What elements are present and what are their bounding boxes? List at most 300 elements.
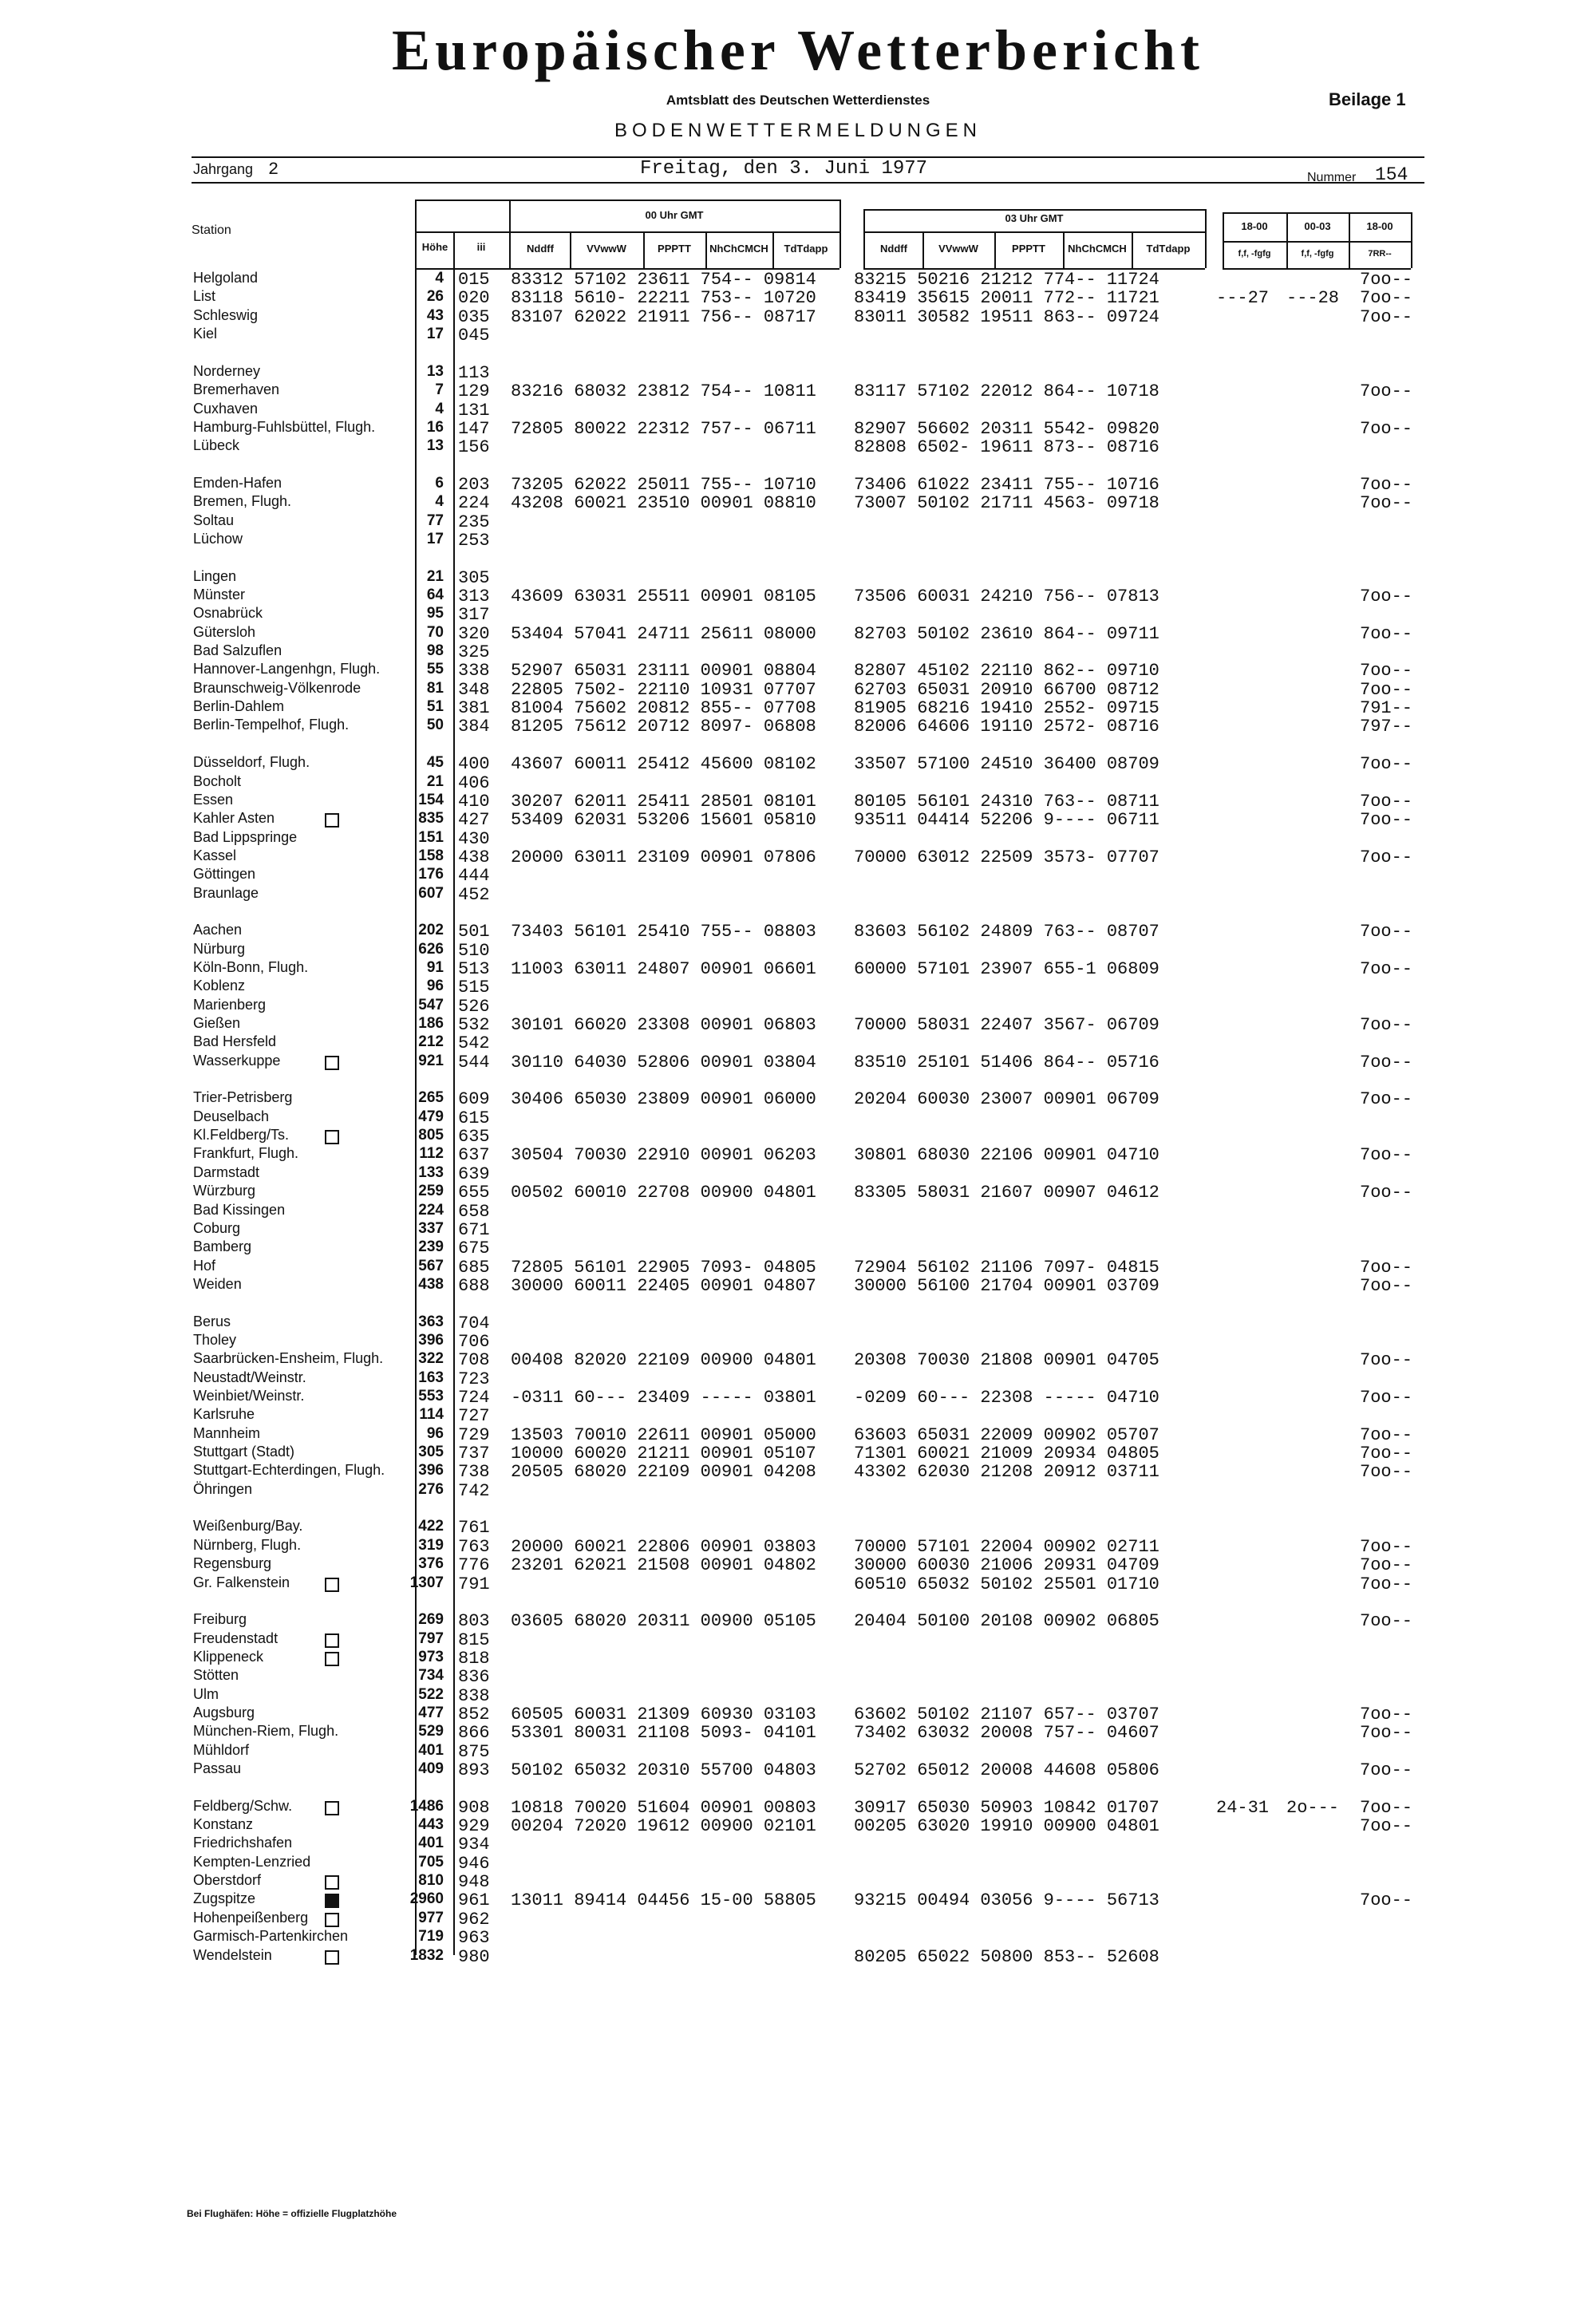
station-height: 547: [418, 996, 444, 1013]
station-height: 239: [418, 1238, 444, 1256]
station-id: 637: [458, 1145, 490, 1166]
station-height: 70: [426, 623, 444, 641]
precip-group: 7oo--: [1360, 474, 1413, 495]
obs-00-gmt: 72805 80022 22312 757-- 06711: [511, 418, 816, 439]
obs-00-gmt: 81004 75602 20812 855-- 07708: [511, 698, 816, 719]
station-id: 542: [458, 1033, 490, 1054]
table-row: [0, 605, 1596, 624]
station-name: Braunschweig-Völkenrode: [193, 679, 361, 696]
rr-header-mid: [1223, 241, 1411, 243]
station-name: Tholey: [193, 1331, 237, 1348]
open-square-icon: [325, 1913, 339, 1927]
table-header-rule-00b: [415, 231, 839, 233]
table-row: [0, 1164, 1596, 1183]
table-row: [0, 1369, 1596, 1389]
precip-group: 7oo--: [1360, 1797, 1413, 1818]
precip-group: 7oo--: [1360, 1760, 1413, 1780]
gust-00-03: ---28: [1286, 288, 1340, 309]
open-square-icon: [325, 1130, 339, 1144]
station-id: 908: [458, 1797, 490, 1818]
table-row: [0, 493, 1596, 512]
station-name: Feldberg/Schw.: [193, 1797, 293, 1814]
station-id: 675: [458, 1238, 490, 1259]
table-row: [0, 642, 1596, 662]
station-name: Wendelstein: [193, 1946, 272, 1963]
station-height: 64: [426, 587, 444, 603]
station-height: 4: [435, 400, 444, 417]
station-id: 438: [458, 847, 490, 867]
station-id: 671: [458, 1219, 490, 1240]
col-00-uhr: 00 Uhr GMT: [645, 209, 704, 221]
station-name: Nürnberg, Flugh.: [193, 1536, 302, 1553]
precip-group: 7oo--: [1360, 270, 1413, 290]
station-height: 21: [426, 567, 444, 585]
station-height: 186: [418, 1015, 444, 1032]
open-square-icon: [325, 1578, 339, 1592]
station-height: 112: [419, 1145, 444, 1163]
station-height: 607: [418, 884, 444, 902]
gust-18-00: 24-31: [1216, 1797, 1270, 1818]
station-name: Hof: [193, 1257, 216, 1274]
station-id: 685: [458, 1257, 490, 1278]
obs-03-gmt: 73402 63032 20008 757-- 04607: [854, 1723, 1159, 1744]
station-name: Friedrichshafen: [193, 1835, 293, 1851]
station-height: 45: [426, 754, 444, 772]
col-ppptt-03: PPPTT: [1012, 243, 1045, 255]
nummer-value: 154: [1375, 164, 1408, 185]
station-id: 235: [458, 512, 490, 532]
station-id: 410: [458, 791, 490, 812]
station-id: 381: [458, 698, 490, 719]
station-height: 1486: [409, 1797, 444, 1815]
issue-date: Freitag, den 3. Juni 1977: [640, 158, 928, 180]
station-name: Hohenpeißenberg: [193, 1909, 309, 1926]
station-name: Bremen, Flugh.: [193, 493, 292, 510]
station-height: 81: [426, 679, 444, 697]
station-id: 305: [458, 567, 490, 588]
station-name: Kl.Feldberg/Ts.: [193, 1127, 290, 1144]
station-height: 98: [426, 642, 444, 659]
station-name: Ulm: [193, 1685, 219, 1702]
station-name: Freiburg: [193, 1611, 247, 1628]
station-height: 409: [418, 1760, 444, 1777]
col-nh-03: NhChCMCH: [1068, 243, 1127, 255]
station-id: 658: [458, 1201, 490, 1222]
table-row: [0, 1462, 1596, 1481]
station-height: 21: [426, 772, 444, 790]
station-id: 131: [458, 400, 490, 421]
gust-00-03: 2o---: [1286, 1797, 1340, 1818]
precip-group: 7oo--: [1360, 418, 1413, 439]
station-height: 95: [426, 605, 444, 622]
station-id: 020: [458, 288, 490, 309]
station-name: Aachen: [193, 922, 243, 938]
table-row: [0, 866, 1596, 885]
col-rr-18-00: 18-00: [1241, 220, 1268, 232]
obs-03-gmt: 71301 60021 21009 20934 04805: [854, 1444, 1159, 1464]
col-vvwww-00: VVwwW: [587, 243, 626, 255]
table-row: [0, 1537, 1596, 1556]
station-height: 477: [418, 1704, 444, 1721]
obs-03-gmt: 73007 50102 21711 4563- 09718: [854, 493, 1159, 514]
precip-group: 7oo--: [1360, 1704, 1413, 1724]
obs-03-gmt: 83305 58031 21607 00907 04612: [854, 1183, 1159, 1203]
station-name: Osnabrück: [193, 605, 263, 622]
station-id: 501: [458, 922, 490, 942]
station-id: 113: [458, 362, 490, 383]
obs-00-gmt: 53404 57041 24711 25611 08000: [511, 623, 816, 644]
station-name: Schleswig: [193, 306, 259, 323]
table-row: [0, 419, 1596, 438]
station-height: 50: [426, 717, 444, 734]
precip-group: 7oo--: [1360, 1462, 1413, 1483]
obs-00-gmt: 72805 56101 22905 7093- 04805: [511, 1257, 816, 1278]
station-name: Gr. Falkenstein: [193, 1574, 290, 1590]
col-ppptt-00: PPPTT: [658, 243, 691, 255]
precip-group: 7oo--: [1360, 1350, 1413, 1371]
station-name: Mannheim: [193, 1424, 261, 1441]
gust-18-00: ---27: [1216, 288, 1270, 309]
station-id: 723: [458, 1369, 490, 1389]
table-row: [0, 1890, 1596, 1910]
obs-00-gmt: 60505 60031 21309 60930 03103: [511, 1704, 816, 1724]
precip-group: 7oo--: [1360, 1444, 1413, 1464]
obs-00-gmt: 10000 60020 21211 00901 05107: [511, 1444, 816, 1464]
station-height: 322: [418, 1350, 444, 1368]
obs-03-gmt: 82807 45102 22110 862-- 09710: [854, 661, 1159, 681]
station-height: 810: [418, 1872, 444, 1890]
obs-00-gmt: 53301 80031 21108 5093- 04101: [511, 1723, 816, 1744]
station-height: 567: [418, 1257, 444, 1274]
station-height: 276: [418, 1480, 444, 1498]
precip-group: 791--: [1360, 698, 1413, 719]
station-name: Wasserkuppe: [193, 1052, 281, 1069]
table-row: [0, 1574, 1596, 1594]
table-row: [0, 381, 1596, 401]
table-row: [0, 270, 1596, 289]
station-name: Emden-Hafen: [193, 474, 282, 491]
table-row: [0, 475, 1596, 494]
table-row: [0, 1202, 1596, 1221]
station-height: 921: [418, 1052, 444, 1069]
station-name: Weinbiet/Weinstr.: [193, 1388, 305, 1404]
station-id: 818: [458, 1648, 490, 1669]
station-id: 815: [458, 1629, 490, 1650]
table-row: [0, 401, 1596, 420]
station-height: 91: [426, 959, 444, 976]
station-name: Mühldorf: [193, 1741, 250, 1758]
station-id: 639: [458, 1163, 490, 1184]
station-name: Kassel: [193, 847, 237, 863]
station-id: 035: [458, 306, 490, 327]
obs-00-gmt: 00502 60010 22708 00900 04801: [511, 1183, 816, 1203]
obs-00-gmt: 43609 63031 25511 00901 08105: [511, 587, 816, 606]
station-name: Stuttgart (Stadt): [193, 1444, 295, 1460]
open-square-icon: [325, 1056, 339, 1070]
station-name: Saarbrücken-Ensheim, Flugh.: [193, 1350, 384, 1367]
station-id: 791: [458, 1574, 490, 1594]
precip-group: 7oo--: [1360, 922, 1413, 942]
obs-00-gmt: 52907 65031 23111 00901 08804: [511, 661, 816, 681]
station-name: Norderney: [193, 362, 261, 379]
precip-group: 7oo--: [1360, 306, 1413, 327]
station-id: 317: [458, 605, 490, 626]
table-row: [0, 1910, 1596, 1929]
station-name: Stuttgart-Echterdingen, Flugh.: [193, 1462, 385, 1479]
table-row: [0, 1444, 1596, 1463]
station-height: 401: [418, 1835, 444, 1852]
station-name: Weißenburg/Bay.: [193, 1518, 303, 1535]
station-height: 259: [418, 1183, 444, 1200]
table-row: [0, 1760, 1596, 1780]
precip-group: 7oo--: [1360, 1275, 1413, 1296]
table-row: [0, 922, 1596, 941]
station-id: 510: [458, 940, 490, 961]
table-row: [0, 717, 1596, 736]
station-name: Cuxhaven: [193, 400, 259, 417]
table-row: [0, 531, 1596, 550]
precip-group: 7oo--: [1360, 679, 1413, 700]
col-nddff-00: Nddff: [527, 243, 554, 255]
table-row: [0, 1313, 1596, 1333]
obs-00-gmt: 73205 62022 25011 755-- 10710: [511, 474, 816, 495]
station-name: Augsburg: [193, 1704, 255, 1720]
station-name: Gießen: [193, 1015, 241, 1031]
station-name: Lingen: [193, 567, 237, 584]
station-name: Lüchow: [193, 530, 243, 547]
station-name: Hannover-Langenhgn, Flugh.: [193, 661, 381, 677]
station-id: 729: [458, 1424, 490, 1445]
col-vvwww-03: VVwwW: [938, 243, 978, 255]
station-id: 253: [458, 530, 490, 551]
table-row: [0, 1406, 1596, 1425]
obs-00-gmt: 43607 60011 25412 45600 08102: [511, 754, 816, 775]
table-row: [0, 754, 1596, 773]
beilage-label: Beilage 1: [1329, 89, 1406, 109]
station-name: Berlin-Tempelhof, Flugh.: [193, 717, 350, 733]
station-name: Koblenz: [193, 978, 246, 994]
station-id: 776: [458, 1555, 490, 1576]
station-height: 51: [426, 698, 444, 716]
station-height: 797: [418, 1629, 444, 1647]
station-name: München-Riem, Flugh.: [193, 1723, 339, 1740]
station-id: 706: [458, 1331, 490, 1352]
page-title: Europäischer Wetterbericht: [392, 18, 1204, 82]
station-height: 396: [418, 1331, 444, 1349]
obs-03-gmt: 83419 35615 20011 772-- 11721: [854, 288, 1159, 309]
station-name: Marienberg: [193, 996, 267, 1013]
station-id: 737: [458, 1444, 490, 1464]
station-id: 513: [458, 959, 490, 979]
station-height: 529: [418, 1723, 444, 1740]
col-rr-sub2: f,f, -fgfg: [1301, 249, 1334, 259]
station-height: 376: [418, 1555, 444, 1573]
precip-group: 7oo--: [1360, 1555, 1413, 1576]
station-height: 4: [435, 270, 444, 286]
station-id: 852: [458, 1704, 490, 1724]
obs-03-gmt: 20404 50100 20108 00902 06805: [854, 1611, 1159, 1632]
station-name: Münster: [193, 587, 246, 602]
obs-03-gmt: 83011 30582 19511 863-- 09724: [854, 306, 1159, 327]
station-id: 224: [458, 493, 490, 514]
station-id: 929: [458, 1816, 490, 1836]
table-row: [0, 1053, 1596, 1072]
obs-03-gmt: 93215 00494 03056 9---- 56713: [854, 1890, 1159, 1911]
table-row: [0, 1928, 1596, 1947]
station-id: 129: [458, 381, 490, 402]
station-name: Konstanz: [193, 1816, 254, 1832]
station-name: Trier-Petrisberg: [193, 1089, 293, 1106]
obs-03-gmt: 70000 58031 22407 3567- 06709: [854, 1015, 1159, 1035]
obs-03-gmt: 83215 50216 21212 774-- 11724: [854, 270, 1159, 290]
obs-00-gmt: 30207 62011 25411 28501 08101: [511, 791, 816, 812]
obs-03-gmt: 82907 56602 20311 5542- 09820: [854, 418, 1159, 439]
obs-03-gmt: 20308 70030 21808 00901 04705: [854, 1350, 1159, 1371]
obs-03-gmt: 33507 57100 24510 36400 08709: [854, 754, 1159, 775]
obs-00-gmt: 22805 7502- 22110 10931 07707: [511, 679, 816, 700]
precip-group: 7oo--: [1360, 1574, 1413, 1594]
obs-00-gmt: 30406 65030 23809 00901 06000: [511, 1089, 816, 1110]
table-row: [0, 512, 1596, 531]
open-square-icon: [325, 1633, 339, 1648]
table-row: [0, 773, 1596, 792]
precip-group: 7oo--: [1360, 1611, 1413, 1632]
col-nh-00: NhChCMCH: [709, 243, 768, 255]
table-row: [0, 1145, 1596, 1164]
station-name: Darmstadt: [193, 1163, 260, 1180]
table-row: [0, 568, 1596, 587]
station-height: 17: [426, 530, 444, 547]
obs-00-gmt: 11003 63011 24807 00901 06601: [511, 959, 816, 979]
obs-03-gmt: 83603 56102 24809 763-- 08707: [854, 922, 1159, 942]
station-height: 17: [426, 326, 444, 343]
station-height: 96: [426, 978, 444, 995]
table-row: [0, 1276, 1596, 1295]
station-id: 338: [458, 661, 490, 681]
table-row: [0, 1220, 1596, 1239]
obs-03-gmt: 30000 60030 21006 20931 04709: [854, 1555, 1159, 1576]
table-row: [0, 829, 1596, 848]
precip-group: 7oo--: [1360, 847, 1413, 867]
obs-03-gmt: 63603 65031 22009 00902 05707: [854, 1424, 1159, 1445]
station-id: 742: [458, 1480, 490, 1501]
station-name: Oberstdorf: [193, 1872, 262, 1889]
footnote: Bei Flughäfen: Höhe = offizielle Flugplatzhöhe: [187, 2208, 397, 2219]
obs-00-gmt: 43208 60021 23510 00901 08810: [511, 493, 816, 514]
station-height: 705: [418, 1853, 444, 1870]
station-name: Deuselbach: [193, 1108, 270, 1124]
station-name: Bamberg: [193, 1238, 252, 1255]
precip-group: 7oo--: [1360, 493, 1413, 514]
station-id: 934: [458, 1835, 490, 1855]
station-height: 4: [435, 493, 444, 511]
station-height: 96: [426, 1424, 444, 1442]
precip-group: 7oo--: [1360, 959, 1413, 979]
obs-03-gmt: 43302 62030 21208 20912 03711: [854, 1462, 1159, 1483]
station-id: 203: [458, 474, 490, 495]
station-name: Bad Hersfeld: [193, 1033, 277, 1050]
station-height: 396: [418, 1462, 444, 1479]
obs-03-gmt: 60000 57101 23907 655-1 06809: [854, 959, 1159, 979]
station-id: 761: [458, 1518, 490, 1539]
station-height: 151: [418, 828, 444, 846]
obs-03-gmt: 62703 65031 20910 66700 08712: [854, 679, 1159, 700]
table-row: [0, 363, 1596, 382]
obs-00-gmt: 30101 66020 23308 00901 06803: [511, 1015, 816, 1035]
station-height: 114: [419, 1406, 444, 1424]
station-height: 2960: [409, 1890, 444, 1908]
station-name: Göttingen: [193, 866, 256, 883]
station-name: Weiden: [193, 1275, 242, 1292]
table-row: [0, 847, 1596, 867]
precip-group: 7oo--: [1360, 1145, 1413, 1166]
station-height: 337: [418, 1219, 444, 1237]
station-id: 875: [458, 1741, 490, 1762]
station-id: 738: [458, 1462, 490, 1483]
precip-group: 7oo--: [1360, 1257, 1413, 1278]
station-id: 609: [458, 1089, 490, 1110]
obs-03-gmt: 30801 68030 22106 00901 04710: [854, 1145, 1159, 1166]
table-row: [0, 1947, 1596, 1966]
station-height: 154: [418, 791, 444, 808]
table-row: [0, 1518, 1596, 1537]
station-id: 015: [458, 270, 490, 290]
station-height: 13: [426, 437, 444, 455]
precip-group: 7oo--: [1360, 754, 1413, 775]
obs-03-gmt: 93511 04414 52206 9---- 06711: [854, 810, 1159, 831]
obs-00-gmt: 20505 68020 22109 00901 04208: [511, 1462, 816, 1483]
station-id: 948: [458, 1872, 490, 1893]
station-name: Düsseldorf, Flugh.: [193, 754, 310, 771]
station-id: 045: [458, 326, 490, 346]
station-id: 400: [458, 754, 490, 775]
station-id: 526: [458, 996, 490, 1017]
table-row: [0, 1127, 1596, 1146]
table-row: [0, 1816, 1596, 1835]
obs-03-gmt: 73506 60031 24210 756-- 07813: [854, 587, 1159, 606]
station-height: 224: [418, 1201, 444, 1219]
obs-00-gmt: 30110 64030 52806 00901 03804: [511, 1052, 816, 1072]
station-height: 265: [418, 1089, 444, 1107]
station-height: 553: [418, 1388, 444, 1404]
station-height: 734: [418, 1667, 444, 1685]
open-square-icon: [325, 1652, 339, 1666]
filled-square-icon: [325, 1894, 339, 1908]
station-height: 77: [426, 512, 444, 529]
station-height: 626: [418, 940, 444, 958]
station-name: Kahler Asten: [193, 810, 275, 827]
precip-group: 7oo--: [1360, 810, 1413, 831]
col-station: Station: [192, 223, 231, 237]
station-name: Hamburg-Fuhlsbüttel, Flugh.: [193, 418, 376, 435]
station-height: 719: [418, 1928, 444, 1946]
precip-group: 7oo--: [1360, 1388, 1413, 1408]
station-id: 962: [458, 1909, 490, 1930]
table-row: [0, 1854, 1596, 1873]
station-id: 156: [458, 437, 490, 458]
table-row: [0, 1015, 1596, 1034]
precip-group: 7oo--: [1360, 791, 1413, 812]
station-id: 320: [458, 623, 490, 644]
station-name: Garmisch-Partenkirchen: [193, 1928, 349, 1945]
obs-00-gmt: 73403 56101 25410 755-- 08803: [511, 922, 816, 942]
station-id: 655: [458, 1183, 490, 1203]
station-name: Frankfurt, Flugh.: [193, 1145, 299, 1162]
obs-03-gmt: 81905 68216 19410 2552- 09715: [854, 698, 1159, 719]
table-header-rule-03: [863, 209, 1205, 211]
station-height: 43: [426, 306, 444, 324]
obs-03-gmt: 52702 65012 20008 44608 05806: [854, 1760, 1159, 1780]
